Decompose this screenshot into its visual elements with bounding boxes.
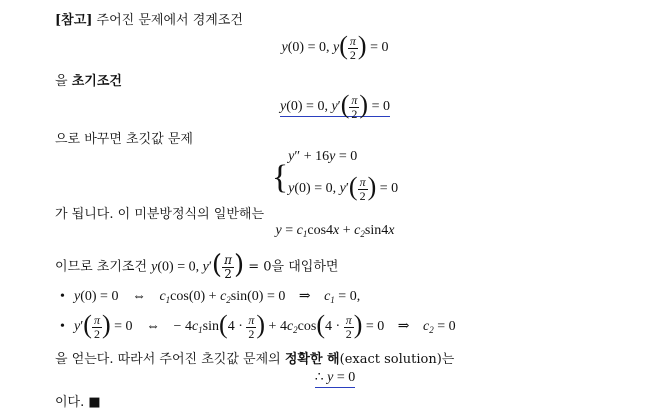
boundary-condition-equation: y(0) = 0, y( $\frac{\pi}{2}$ ) = 0 xyxy=(281,31,389,62)
therefore-icon: ∴ xyxy=(314,370,324,385)
eq-var: y xyxy=(332,40,340,56)
final-answer: ∴ y = 0 xyxy=(0,369,670,386)
ivp-system xyxy=(0,146,670,210)
label-text: 을 xyxy=(55,74,72,89)
implies-icon: ⇒ xyxy=(298,289,311,304)
eq-text: = 0, xyxy=(304,40,330,56)
bold-term: 정확한 해 xyxy=(284,352,340,367)
bold-term: 초기조건 xyxy=(71,74,122,89)
bullet-icon: • xyxy=(60,289,65,304)
substitute-line: 이므로 초기조건 y(0) = 0, y′( $\frac{\pi}{2}$ ) = 0을 대입하면 xyxy=(55,250,339,281)
eq-var: y xyxy=(281,40,288,56)
bullet-item-1: • y(0) = 0 ⇔ $c_1\cos(0) + c_2\sin(0) = 0$ ⇒ $c_1 = 0$, xyxy=(60,289,361,305)
implies-icon: ⇒ xyxy=(397,319,410,335)
closing-line: 이다. ■ xyxy=(55,395,101,410)
end-of-proof-icon: ■ xyxy=(84,395,101,410)
general-solution-intro: 가 됩니다. 이 미분방정식의 일반해는 xyxy=(55,207,265,222)
ivp-intro: 으로 바꾸면 초깃값 문제 xyxy=(55,132,193,147)
eq-arg: (0) xyxy=(287,40,305,56)
ode-line: y″ + 16y = 0 xyxy=(288,149,358,164)
underlined-equation: y(0) = 0, y′( $\frac{\pi}{2}$ ) = 0 xyxy=(280,90,390,121)
pi-over-two: $\frac{\pi}{2}$ xyxy=(351,92,358,121)
initial-condition-label xyxy=(55,70,122,89)
note-text: 주어진 문제에서 경계조건 xyxy=(92,13,243,28)
ic-line: y(0) = 0, y′( $\frac{\pi}{2}$ ) = 0 xyxy=(288,172,399,203)
iff-icon: ⇔ xyxy=(131,289,146,304)
exact-solution-intro: 을 얻는다. 따라서 주어진 초깃값 문제의 정확한 해(exact solution)는 xyxy=(55,352,455,367)
note-tag: [참고] xyxy=(55,13,93,28)
pi-over-two: $\frac{\pi}{2}$ xyxy=(349,33,356,62)
eq-text: = 0 xyxy=(366,40,389,56)
initial-condition-equation xyxy=(0,92,670,122)
general-solution: $y = c_1\cos 4x + c_2\sin 4x$ xyxy=(275,223,395,239)
bullet-icon: • xyxy=(60,319,65,335)
left-brace-icon: { xyxy=(271,158,289,196)
bullet-item-2: • y′( $\frac{\pi}{2}$ ) = 0 ⇔ − $4c_1\sin(4$ · $\frac{\pi}{2}$ ) + $4c_2\cos(4$ · $\frac{\pi}{2}$ ) = 0 ⇒ $c_2 = 0$ xyxy=(60,310,456,341)
note-paragraph xyxy=(55,9,243,28)
iff-icon: ⇔ xyxy=(146,319,161,335)
